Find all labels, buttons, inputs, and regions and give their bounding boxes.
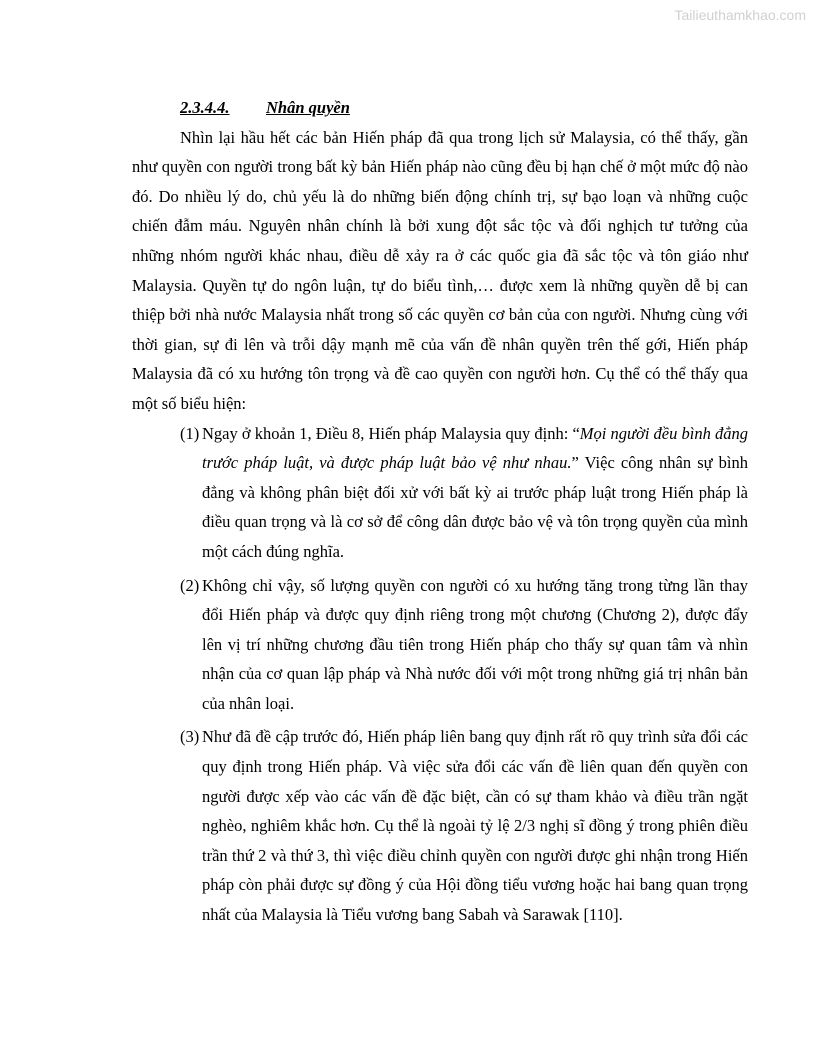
numbered-list [132,419,748,930]
list-item-text: Không chỉ vậy, số lượng quyền con người có xu hướng tăng trong từng lần thay đổi Hiến pháp và được quy định riêng trong một chương (Chương 2), được đẩy lên vị trí những chương đầu tiên trong Hiến pháp cho thấy sự quan tâm và nhìn nhận của cơ quan lập pháp và Nhà nước đối với một trong những giá trị nhân bản của nhân loại. [202,575,748,713]
list-item [132,722,748,929]
list-item-number: (3) [180,727,200,747]
list-item-text: Như đã đề cập trước đó, Hiến pháp liên bang quy định rất rõ quy trình sửa đổi các quy định trong Hiến pháp. Và việc sửa đổi các vấn đề liên quan đến quyền con người được xếp vào các vấn đề đặc biệt, cần có sự tham khảo và điều trần ngặt nghèo, nghiêm khắc hơn. Cụ thể là ngoài tỷ lệ 2/3 nghị sĩ đồng ý trong phiên điều trần thứ 2 và thứ 3, thì việc điều chỉnh quyền con người được ghi nhận trong Hiến pháp còn phải được sự đồng ý của Hội đồng tiểu vương hoặc hai bang quan trọng nhất của Malaysia là Tiểu vương bang Sabah và Sarawak [110]. [202,727,748,925]
list-item-quote: Mọi người đều bình đẳng trước pháp luật, và được pháp luật bảo vệ như nhau. [202,423,748,473]
intro-paragraph: Nhìn lại hầu hết các bản Hiến pháp đã qua trong lịch sử Malaysia, có thể thấy, gần như quyền con người trong bất kỳ bản Hiến pháp nào cũng đều bị hạn chế ở một mức độ nào đó. Do nhiều lý do, chủ yếu là do những biến động chính trị, sự bạo loạn và những cuộc chiến đẫm máu. Nguyên nhân chính là bởi xung đột sắc tộc và đối nghịch tư tưởng của những nhóm người khác nhau, điều dễ xảy ra ở các quốc gia đã sắc tộc và tôn giáo như Malaysia. Quyền tự do ngôn luận, tự do biểu tình,… được xem là những quyền dễ bị can thiệp bởi nhà nước Malaysia nhất trong số các quyền cơ bản của con người. Nhưng cùng với thời gian, sự đi lên và trỗi dậy mạnh mẽ của vấn đề nhân quyền trên thế gới, Hiến pháp Malaysia đã có xu hướng tôn trọng và đề cao quyền con người hơn. Cụ thể có thể thấy qua một số biểu hiện: [132,127,748,413]
list-item-number: (1) [180,423,200,443]
section-title: Nhân quyền [266,98,350,117]
list-item-lead: Ngay ở khoản 1, Điều 8, Hiến pháp Malaysia quy định: “ [202,423,580,443]
document-page [132,93,748,934]
list-item-rest: ” Việc công nhân sự bình đẳng và không phân biệt đối xử với bất kỳ ai trước pháp luật trong Hiến pháp là điều quan trọng và là cơ sở để công dân được bảo vệ và tôn trọng quyền của mình một cách đúng nghĩa. [202,453,748,561]
list-item [132,419,748,567]
list-item [132,571,748,719]
section-number: 2.3.4.4. [180,98,230,117]
list-item-number: (2) [180,575,200,595]
section-heading [132,93,748,123]
watermark-text: Tailieuthamkhao.com [674,7,806,23]
